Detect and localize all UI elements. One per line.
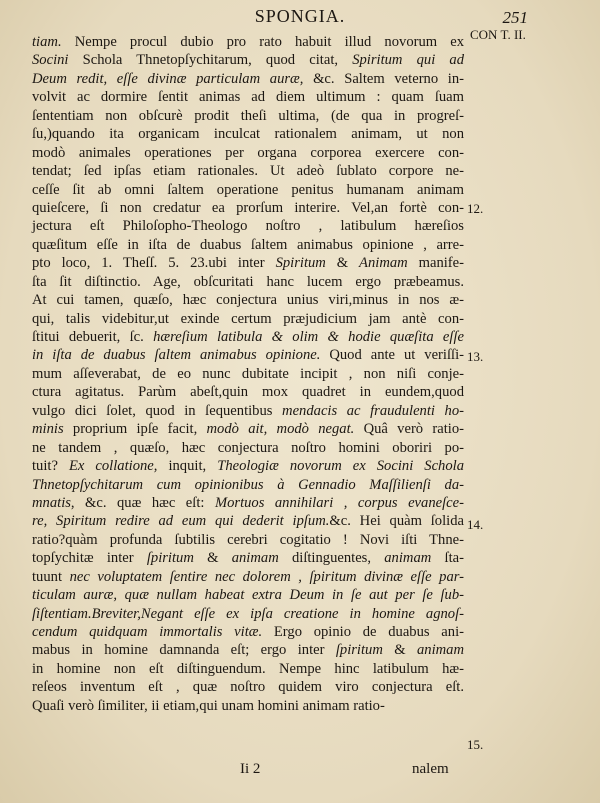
text-run: ratio?quàm profunda ſubtilis cerebri cogitatio ! Novi iſti Thne-: [32, 531, 464, 548]
text-line: [32, 586, 464, 604]
text-line: [32, 162, 464, 180]
running-head: [0, 6, 600, 28]
text-run: diſtinguentes,: [278, 550, 385, 567]
text-line: [32, 310, 464, 328]
text-line: [32, 494, 464, 512]
text-run: &: [325, 255, 360, 272]
text-line: [32, 328, 464, 346]
text-line: [32, 383, 464, 401]
text-run: Schola Thnetopſychitarum, quod citat,: [68, 52, 353, 69]
text-run: Ergo opinio de duabus ani-: [262, 624, 464, 640]
text-line: [32, 531, 464, 549]
text-line: [32, 199, 464, 217]
text-run: Spiritum qui ad: [352, 52, 465, 69]
text-line: [32, 51, 464, 69]
text-run: manife-: [407, 255, 464, 272]
text-line: [32, 125, 464, 143]
text-line: [32, 420, 464, 438]
text-run: hæreſium latibula & olim & hodie quæſita eſſe: [153, 329, 464, 345]
text-run: ne tandem , quæſo, hæc conjectura noſtro homini oboriri po-: [32, 439, 464, 456]
text-line: [32, 346, 464, 364]
text-run: animam: [384, 550, 432, 567]
margin-number-12: 12.: [467, 201, 484, 216]
text-run: quæſitum eſſe in iſta de duabus ſaltem animabus opinione , arre-: [32, 236, 464, 253]
text-run: re, Spiritum redire ad eum qui dederit ipſum.: [32, 513, 330, 530]
text-run: Spiritum: [275, 255, 326, 272]
text-line: [32, 402, 464, 420]
text-run: animam: [416, 642, 464, 659]
text-line: [32, 549, 464, 567]
margin-number-15: 15.: [467, 737, 484, 752]
text-line: [32, 476, 464, 494]
text-line: [32, 217, 464, 235]
text-line: [32, 457, 464, 475]
text-line: [32, 697, 464, 715]
text-line: [32, 365, 464, 383]
text-line: [32, 181, 464, 199]
text-run: tuunt: [32, 568, 70, 585]
text-run: modò ait, modò negat.: [206, 421, 355, 438]
text-run: minis: [32, 421, 64, 438]
text-run: &: [382, 642, 417, 659]
text-run: Theologiæ novorum ex Socini Schola: [217, 458, 464, 475]
text-line: [32, 623, 464, 641]
text-run: nec voluptatem ſentire nec dolorem , ſpiritum divinæ eſſe par-: [69, 568, 464, 585]
text-run: jectura eſt Philoſopho-Theologo noſtro , latibulum hæreſios: [32, 218, 464, 235]
text-run: Deum redit, eſſe divinæ particulam auræ,: [32, 70, 304, 87]
text-run: At cui tamen, quæſo, hæc conjectura unius viri,minus in nos æ-: [32, 292, 464, 309]
text-line: [32, 254, 464, 272]
text-run: mum aſſeverabat, de eo nunc dubitate incipit , non niſi conje-: [32, 365, 464, 382]
margin-section-label: CON T. II.: [470, 27, 526, 42]
text-run: mnatis: [32, 494, 71, 511]
text-run: tuit?: [32, 458, 69, 475]
text-run: quieſcere, ſi non credatur ea prorſum interire. Vel,an fortè con-: [32, 199, 464, 216]
text-run: modò animales operationes per organa corporea exercere con-: [32, 144, 464, 161]
text-run: inquit,: [157, 458, 218, 475]
text-run: &c. Saltem veterno in-: [303, 70, 464, 87]
page-number: 251: [502, 8, 528, 27]
text-run: &c. Hei quàm ſolida: [329, 513, 464, 530]
text-run: ticulam auræ, quæ nullam habeat extra Deum in ſe aut per ſe ſub-: [32, 587, 464, 604]
text-run: topſychitæ inter: [32, 550, 147, 567]
signature-mark: Ii 2: [240, 761, 261, 777]
text-run: mabus in homine damnanda eſt; ergo inter: [32, 642, 336, 659]
text-run: in homine non eſt diſtinguendum. Nempe hinc latibulum hæ-: [32, 660, 464, 677]
text-run: Quâ verò ratio-: [354, 421, 464, 438]
text-run: Socini: [32, 52, 69, 69]
text-run: &: [193, 550, 232, 567]
text-run: proprium ipſe facit,: [63, 421, 207, 438]
text-line: [32, 144, 464, 162]
text-line: [32, 512, 464, 530]
text-line: [32, 568, 464, 586]
text-run: ſu,)quando ita organicam inculcat rationalem animam, ut non: [32, 126, 464, 143]
text-run: Animam: [359, 255, 408, 272]
text-run: Ex collatione,: [68, 458, 158, 475]
text-run: animam: [231, 550, 279, 567]
text-line: [32, 678, 464, 696]
text-run: , &c. quæ hæc eſt:: [70, 494, 215, 511]
text-run: ſpiritum: [146, 550, 194, 567]
text-run: ſententiam non obſcurè prodit theſi ultima, (de qua in progreſ-: [32, 107, 464, 124]
text-line: [32, 605, 464, 623]
text-run: Mortuos annihilari , corpus evaneſce-: [214, 494, 464, 511]
text-run: tiam.: [32, 34, 62, 50]
text-line: [32, 236, 464, 254]
text-line: [32, 291, 464, 309]
text-run: reſeos inventum eſt , quæ noſtro quidem viro conjectura eſt.: [32, 679, 464, 696]
text-line: [32, 107, 464, 125]
text-line: [32, 88, 464, 106]
text-line: [32, 273, 464, 291]
text-run: tendat; ſed ipſas etiam rationales. Ut adeò ſublato corpore ne-: [32, 163, 464, 180]
margin-number-13: 13.: [467, 349, 484, 364]
text-line: [32, 660, 464, 678]
text-run: Nempe procul dubio pro rato habuit illud novorum ex: [61, 34, 464, 50]
text-run: ſta ſit diſtinctio. Age, obſcuritati hanc lucem ergo præbeamus.: [32, 273, 464, 290]
text-run: ſtitui debuerit, ſc.: [32, 329, 154, 345]
text-run: ſta-: [431, 550, 464, 567]
running-title: SPONGIA.: [254, 6, 346, 26]
catchword: nalem: [412, 761, 449, 777]
margin-number-14: 14.: [467, 517, 484, 532]
text-run: vulgo dici ſolet, quod in ſequentibus: [32, 402, 283, 419]
text-run: ſpiritum: [335, 642, 383, 659]
text-run: ceſſe ſit ab omni ſaltem operatione penitus humanam animam: [32, 181, 464, 198]
text-run: volvit ac dormire ſentit animas ad diem ultimum : quam ſuam: [32, 89, 464, 106]
text-run: Thnetopſychitarum cum opinionibus à Gennadio Maſſilienſi da-: [32, 476, 464, 493]
text-run: cendum quidquam immortalis vitæ.: [32, 624, 263, 640]
text-run: mendacis ac fraudulenti ho-: [282, 402, 464, 419]
text-line: [32, 33, 464, 51]
text-run: qui, talis videbitur,ut exinde certum præjudicium jam antè con-: [32, 310, 464, 327]
text-run: Quod ante ut veriſſi-: [320, 347, 464, 364]
text-line: [32, 641, 464, 659]
body-text: [32, 33, 464, 715]
text-run: Quaſi verò ſimiliter, ii etiam,qui unam homini animam ratio-: [32, 697, 385, 714]
text-run: ſiſtentiam.Breviter,Negant eſſe ex ipſa creatione in homine agnoſ-: [32, 605, 464, 622]
text-line: [32, 439, 464, 457]
text-run: pto loco, 1. Theſſ. 5. 23.ubi inter: [32, 255, 276, 272]
text-run: ctura agitatus. Parùm abeſt,quin mox quadret in eundem,quod: [32, 384, 464, 401]
text-line: [32, 70, 464, 88]
text-run: in iſta de duabus ſaltem animabus opinione.: [32, 347, 321, 364]
